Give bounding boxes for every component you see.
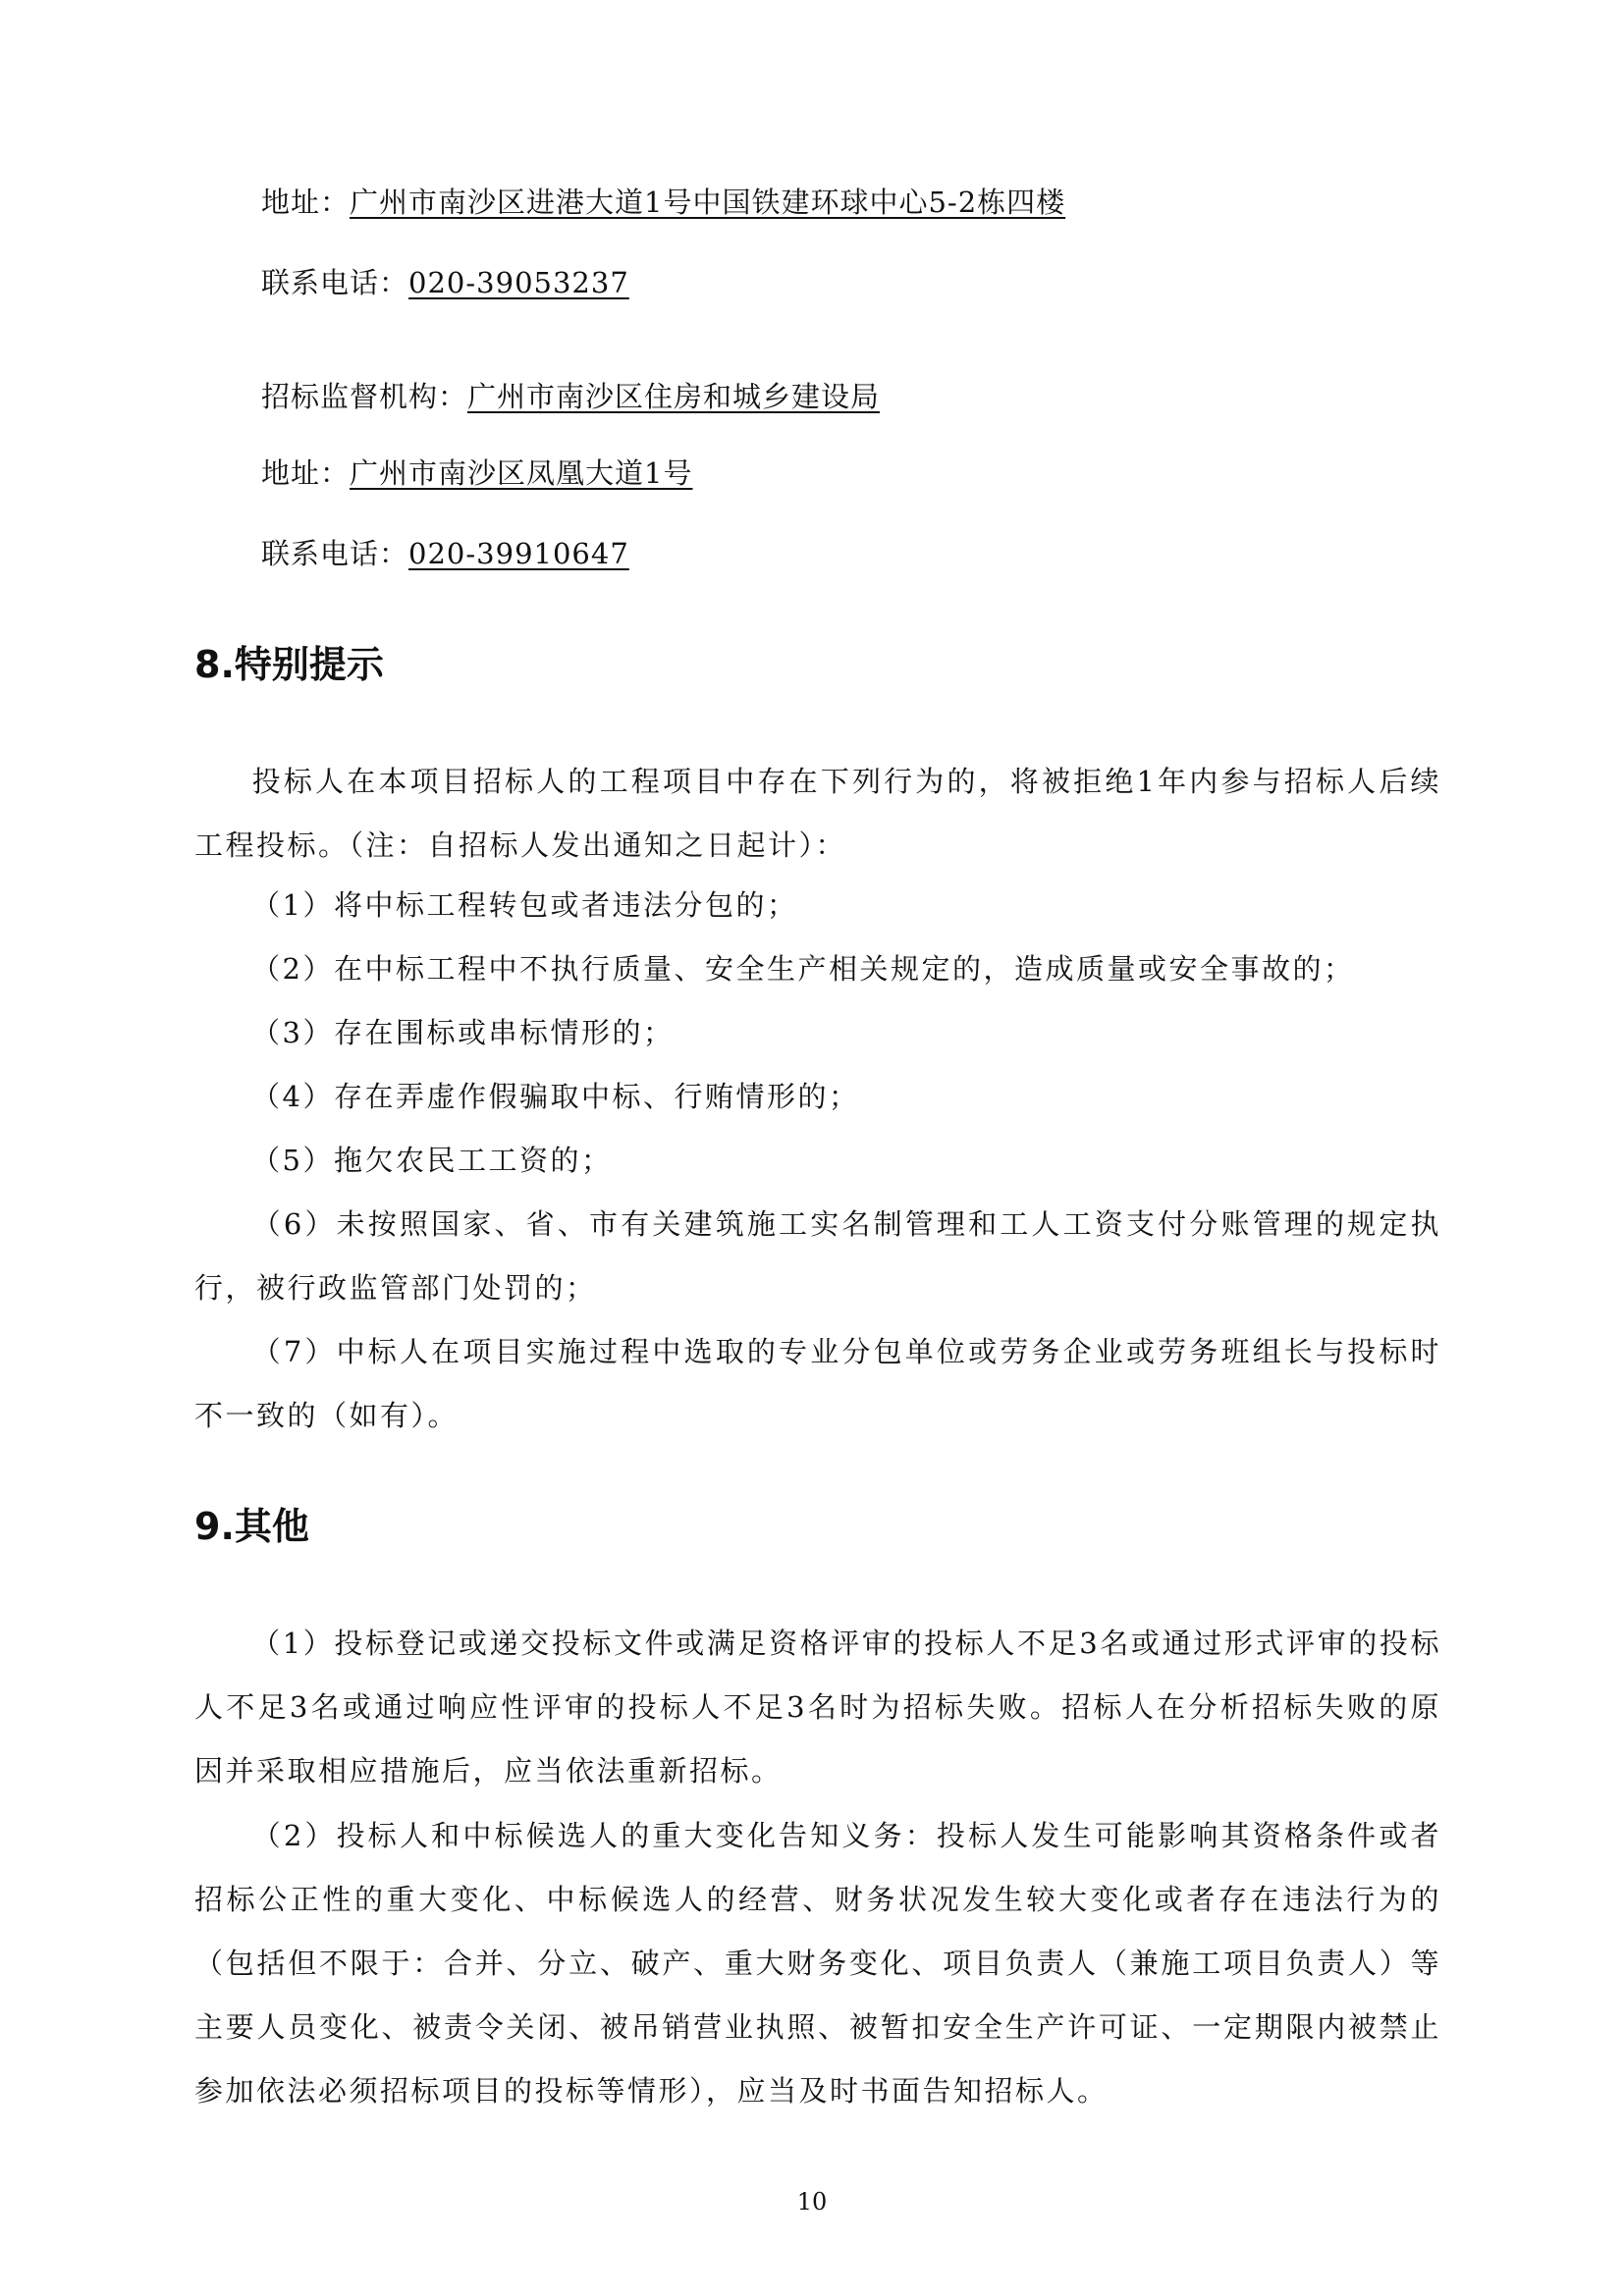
address-label: 地址： xyxy=(261,186,351,219)
section-8-item: （2）在中标工程中不执行质量、安全生产相关规定的，造成质量或安全事故的； xyxy=(251,952,1355,986)
section-8-heading: 8.特别提示 xyxy=(194,643,384,686)
phone-label: 联系电话： xyxy=(261,266,409,299)
address-line-2 xyxy=(261,454,692,493)
supervisor-label: 招标监督机构： xyxy=(261,380,468,413)
section-8-item: （6）未按照国家、省、市有关建筑施工实名制管理和工人工资支付分账管理的规定执行，被行政监管部门处罚的； xyxy=(194,1207,1441,1305)
phone-value: 020-39053237 xyxy=(408,266,629,299)
section-8-item: （4）存在弄虚作假骗取中标、行贿情形的； xyxy=(251,1080,860,1113)
address-value: 广州市南沙区凤凰大道1号 xyxy=(350,456,693,490)
supervisor-value: 广州市南沙区住房和城乡建设局 xyxy=(467,380,881,413)
section-8-intro: 投标人在本项目招标人的工程项目中存在下列行为的，将被拒绝1年内参与招标人后续工程投标。（注：自招标人发出通知之日起计）： xyxy=(194,765,1441,862)
page-number: 10 xyxy=(796,2188,828,2216)
section-8-item: （1）将中标工程转包或者违法分包的； xyxy=(251,888,798,922)
address-label: 地址： xyxy=(261,456,351,490)
phone-value: 020-39910647 xyxy=(408,537,629,570)
phone-line-2 xyxy=(261,534,629,573)
supervisor-line xyxy=(261,377,880,416)
section-8-item: （7）中标人在项目实施过程中选取的专业分包单位或劳务企业或劳务班组长与投标时不一致的（如有）。 xyxy=(194,1335,1441,1432)
address-value: 广州市南沙区进港大道1号中国铁建环球中心5-2栋四楼 xyxy=(350,186,1066,219)
section-9-item: （2）投标人和中标候选人的重大变化告知义务：投标人发生可能影响其资格条件或者招标公正性的重大变化、中标候选人的经营、财务状况发生较大变化或者存在违法行为的（包括但不限于：合并、分立、破产、重大财务变化、项目负责人（兼施工项目负责人）等主要人员变化、被责令关闭、被吊销营业执照、被暂扣安全生产许可证、一定期限内被禁止参加依法必须招标项目的投标等情形），应当及时书面告知招标人。 xyxy=(194,1819,1441,2108)
section-9-heading: 9.其他 xyxy=(194,1505,309,1548)
address-line-1 xyxy=(261,183,1065,222)
phone-label: 联系电话： xyxy=(261,537,409,570)
section-8-item: （5）拖欠农民工工资的； xyxy=(251,1144,613,1177)
section-8-item: （3）存在围标或串标情形的； xyxy=(251,1016,675,1049)
section-9-item: （1）投标登记或递交投标文件或满足资格评审的投标人不足3名或通过形式评审的投标人不足3名或通过响应性评审的投标人不足3名时为招标失败。招标人在分析招标失败的原因并采取相应措施后，应当依法重新招标。 xyxy=(194,1627,1441,1788)
phone-line-1 xyxy=(261,263,629,302)
